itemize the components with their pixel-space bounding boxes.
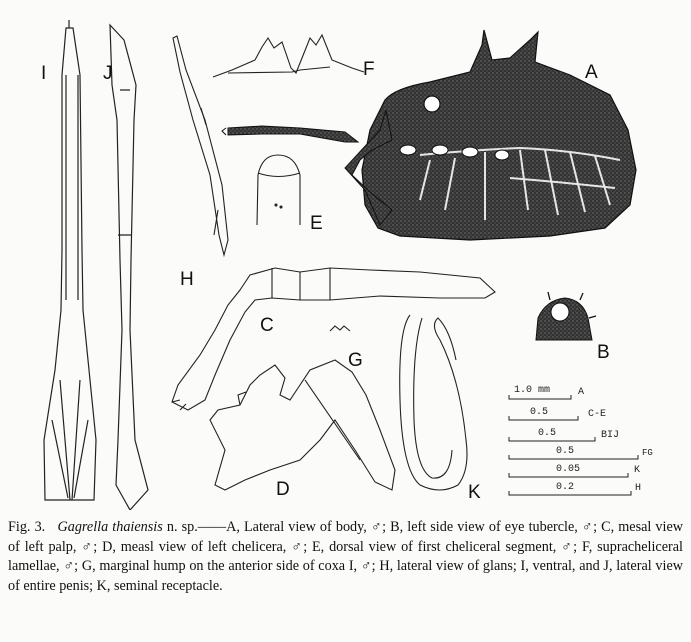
- glans-drawing: [173, 36, 228, 255]
- eye-tubercle-drawing: [536, 292, 596, 340]
- coxa-hump-drawing: [330, 326, 350, 331]
- caption-text: n. sp.——A, Lateral view of body, ♂; B, left side view of eye tubercle, ♂; C, mesal view of left palp, ♂; D, measl view of left chelicera, ♂; E, dorsal view of first cheliceral segment, ♂; F, supracheliceral lamellae, ♂; G, marginal hump on the anterior side of coxa I, ♂; H, lateral view of glans; I, ventral, and J, lateral view of entire penis; K, seminal receptacle.: [8, 519, 683, 594]
- scale-h-value: 0.2: [556, 482, 575, 493]
- panel-label-b: B: [597, 342, 610, 363]
- scale-ce-key: C-E: [588, 409, 607, 420]
- palp-drawing: [172, 268, 495, 410]
- species-name: Gagrella thaiensis: [57, 519, 163, 535]
- penis-ventral-drawing: [44, 20, 96, 500]
- scale-h-key: H: [635, 483, 642, 494]
- scale-bij-key: BIJ: [601, 430, 620, 441]
- figure-number: Fig. 3.: [8, 519, 46, 535]
- scale-k-value: 0.05: [556, 464, 581, 475]
- panel-label-g: G: [348, 350, 363, 371]
- scale-fg-value: 0.5: [556, 446, 575, 457]
- penis-lateral-drawing: [110, 25, 148, 510]
- scale-k-key: K: [634, 465, 641, 476]
- scale-a-value: 1.0 mm: [514, 385, 551, 396]
- receptacle-drawing: [400, 315, 467, 490]
- scale-fg-key: FG: [642, 448, 653, 458]
- panel-label-i: I: [41, 63, 47, 84]
- cheliceral-segment-drawing: [257, 155, 300, 225]
- body-lateral-drawing: [222, 30, 636, 240]
- panel-label-d: D: [276, 479, 290, 500]
- chelicera-drawing: [210, 360, 395, 490]
- panel-label-j: J: [103, 63, 113, 84]
- panel-label-f: F: [363, 59, 375, 80]
- panel-label-a: A: [585, 62, 598, 83]
- scale-ce-value: 0.5: [530, 407, 549, 418]
- panel-label-e: E: [310, 213, 323, 234]
- scale-bars: [509, 395, 641, 495]
- panel-label-c: C: [260, 315, 274, 336]
- figure-caption: [8, 518, 683, 596]
- lamellae-drawing: [213, 35, 364, 77]
- scale-a-key: A: [578, 387, 585, 398]
- scale-bij-value: 0.5: [538, 428, 557, 439]
- panel-label-k: K: [468, 482, 481, 503]
- panel-label-h: H: [180, 269, 194, 290]
